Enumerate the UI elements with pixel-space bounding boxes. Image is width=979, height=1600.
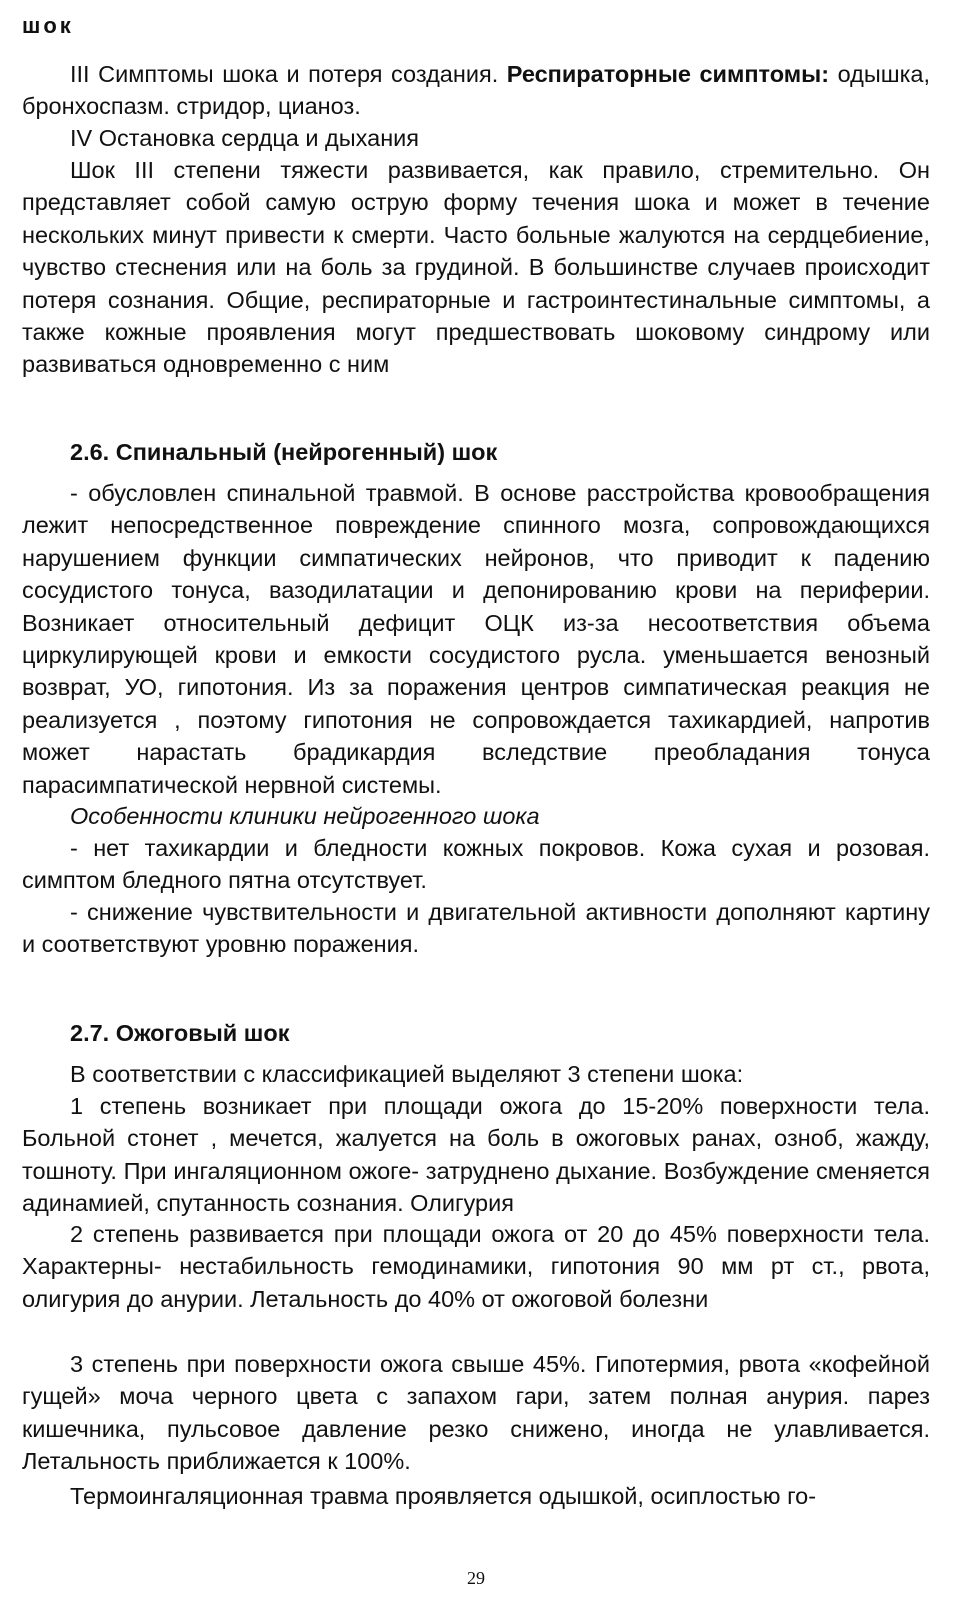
document-page	[22, 0, 930, 1600]
paragraph-neurogenic-sign-1: - нет тахикардии и бледности кожных покровов. Кожа сухая и розовая. симптом бледного пятна отсутствует.	[22, 835, 930, 894]
paragraph-burn-classification: В соответствии с классификацией выделяют 3 степени шока:	[70, 1061, 744, 1087]
section-heading-2-7: 2.7. Ожоговый шок	[70, 1020, 290, 1046]
paragraph-burn-grade-1: 1 степень возникает при площади ожога до 15-20% поверхности тела. Больной стонет , мечется, жалуется на боль в ожоговых ранах, озноб, жажду, тошноту. При ингаляционном ожоге- затруднено дыхание. Возбуждение сменяется адинамией, спутанность сознания. Олигурия	[22, 1093, 930, 1217]
paragraph-shock-grade-4: IV Остановка сердца и дыхания	[70, 125, 420, 151]
paragraph-burn-grade-2: 2 степень развивается при площади ожога от 20 до 45% поверхности тела. Характерны- нестабильность гемодинамики, гипотония 90 мм рт ст., рвота, олигурия до анурии. Летальность до 40% от ожоговой болезни	[22, 1221, 930, 1312]
paragraph-shock-grade-3-description: Шок III степени тяжести развивается, как правило, стремительно. Он представляет собой самую острую форму течения шока и может в течение нескольких минут привести к смерти. Часто больные жалуются на сердцебиение, чувство стеснения или на боль за грудиной. В большинстве случаев происходит потеря сознания. Общие, респираторные и гастроинтестинальные симптомы, а также кожные проявления могут предшествовать шоковому синдрому или развиваться одновременно с ним	[22, 157, 930, 378]
page-number: 29	[467, 1568, 485, 1588]
running-head: шок	[22, 13, 74, 38]
paragraph-text: одышка, бронхоспазм. стридор, цианоз.	[22, 61, 931, 120]
respiratory-symptoms-bold: Респираторные симптомы:	[506, 61, 830, 87]
paragraph-shock-grade-3	[22, 58, 930, 123]
paragraph-text: III Симптомы шока и потеря создания.	[70, 61, 507, 87]
paragraph-inhalation-injury: Термоингаляционная травма проявляется одышкой, осиплостью го-	[70, 1483, 817, 1509]
subheading-neurogenic-clinic: Особенности клиники нейрогенного шока	[70, 803, 540, 829]
section-heading-2-6: 2.6. Спинальный (нейрогенный) шок	[70, 439, 498, 465]
paragraph-burn-grade-3: 3 степень при поверхности ожога свыше 45%. Гипотермия, рвота «кофейной гущей» моча черного цвета с запахом гари, затем полная анурия. парез кишечника, пульсовое давление резко снижено, иногда не улавливается. Летальность приближается к 100%.	[22, 1351, 930, 1475]
paragraph-neurogenic-sign-2: - снижение чувствительности и двигательной активности дополняют картину и соответствуют уровню поражения.	[22, 899, 930, 958]
paragraph-spinal-shock: - обусловлен спинальной травмой. В основе расстройства кровообращения лежит непосредственное повреждение спинного мозга, сопровождающихся нарушением функции симпатических нейронов, что приводит к падению сосудистого тонуса, вазодилатации и депонированию крови на периферии. Возникает относительный дефицит ОЦК из-за несоответствия объема циркулирующей крови и емкости сосудистого русла. уменьшается венозный возврат, УО, гипотония. Из за поражения центров симпатическая реакция не реализуется , поэтому гипотония не сопровождается тахикардией, напротив может нарастать брадикардия вследствие преобладания тонуса парасимпатической нервной системы.	[22, 480, 930, 798]
